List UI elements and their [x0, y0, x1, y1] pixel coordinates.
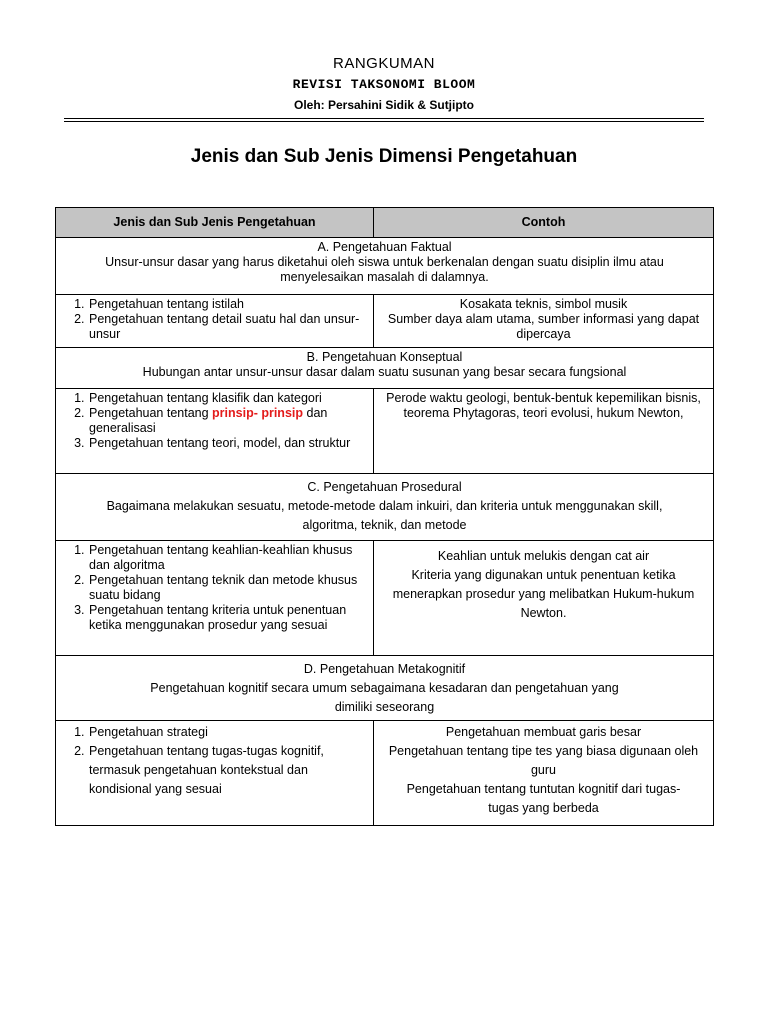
section-row-b: [56, 348, 714, 389]
example-text: Sumber daya alam utama, sumber informasi yang dapat dipercaya: [387, 312, 700, 341]
example-cell: [374, 295, 714, 348]
list-text: dan generalisasi: [89, 406, 328, 435]
doc-subtitle: REVISI TAKSONOMI BLOOM: [292, 77, 476, 92]
subtype-cell: [56, 721, 374, 826]
subtype-list: [59, 297, 370, 342]
example-text: Pengetahuan tentang tipe tes yang biasa digunaan oleh guru: [388, 744, 699, 777]
list-item: 2. Pengetahuan tentang detail suatu hal dan unsur-unsur: [88, 312, 370, 342]
list-item: [88, 406, 370, 436]
example-text: Pengetahuan membuat garis besar: [445, 725, 642, 739]
list-item: 3. Pengetahuan tentang teori, model, dan struktur: [88, 436, 370, 451]
section-cell: [56, 348, 714, 389]
column-header-example: Contoh: [374, 208, 714, 238]
table-row: [56, 541, 714, 656]
section-row-c: [56, 474, 714, 541]
highlight-text: prinsip- prinsip: [212, 406, 304, 420]
section-description: Pengetahuan kognitif secara umum sebagaimana kesadaran dan pengetahuan yang dimiliki seseorang: [150, 681, 619, 714]
subtype-cell: [56, 541, 374, 656]
divider-line: [64, 121, 704, 122]
section-row-d: [56, 656, 714, 721]
subtype-list: [59, 391, 370, 451]
section-heading: B. Pengetahuan Konseptual: [306, 350, 463, 364]
example-cell: [374, 721, 714, 826]
list-item: 1. Pengetahuan strategi: [88, 723, 353, 742]
list-item: 2. Pengetahuan tentang teknik dan metode khusus suatu bidang: [88, 573, 359, 603]
example-text: Pengetahuan tentang tuntutan kognitif dari tugas-tugas yang berbeda: [406, 782, 681, 815]
doc-author: Oleh: Persahini Sidik & Sutjipto: [293, 98, 475, 112]
subtype-list: [59, 543, 359, 633]
table-header-row: [56, 208, 714, 238]
section-heading: D. Pengetahuan Metakognitif: [303, 662, 466, 676]
list-item: 3. Pengetahuan tentang kriteria untuk penentuan ketika menggunakan prosedur yang sesuai: [88, 603, 359, 633]
divider-line: [64, 118, 704, 119]
list-text: Pengetahuan tentang: [89, 406, 213, 420]
example-text: Kriteria yang digunakan untuk penentuan ketika menerapkan prosedur yang melibatkan Hukum-hukum Newton.: [392, 568, 695, 620]
column-header-type: Jenis dan Sub Jenis Pengetahuan: [56, 208, 374, 238]
section-cell: [56, 656, 714, 721]
example-text: Perode waktu geologi, bentuk-bentuk kepemilikan bisnis, teorema Phytagoras, teori evolusi, hukum Newton,: [386, 391, 701, 420]
table-row: [56, 295, 714, 348]
section-description: Bagaimana melakukan sesuatu, metode-metode dalam inkuiri, dan kriteria untuk menggunakan skill, algoritma, teknik, dan metode: [106, 499, 663, 532]
table-row: [56, 389, 714, 474]
example-text: Keahlian untuk melukis dengan cat air: [437, 549, 650, 563]
list-item: 1. Pengetahuan tentang klasifik dan kategori: [88, 391, 370, 406]
section-heading: A. Pengetahuan Faktual: [317, 240, 452, 254]
list-item: 1. Pengetahuan tentang keahlian-keahlian khusus dan algoritma: [88, 543, 359, 573]
list-item: 2. Pengetahuan tentang tugas-tugas kognitif, termasuk pengetahuan kontekstual dan kondisional yang sesuai: [88, 742, 353, 799]
section-cell: [56, 474, 714, 541]
section-description: Unsur-unsur dasar yang harus diketahui oleh siswa untuk berkenalan dengan suatu disiplin ilmu atau menyelesaikan masalah di dalamnya.: [105, 255, 664, 284]
section-description: Hubungan antar unsur-unsur dasar dalam suatu susunan yang besar secara fungsional: [142, 365, 627, 379]
example-text: Kosakata teknis, simbol musik: [459, 297, 628, 311]
section-cell: [56, 238, 714, 295]
subtype-cell: [56, 389, 374, 474]
table-row: [56, 721, 714, 826]
page-title: Jenis dan Sub Jenis Dimensi Pengetahuan: [190, 146, 578, 167]
subtype-cell: [56, 295, 374, 348]
section-row-a: [56, 238, 714, 295]
example-cell: [374, 389, 714, 474]
section-heading: C. Pengetahuan Prosedural: [307, 480, 462, 494]
doc-heading: RANGKUMAN: [332, 55, 435, 72]
knowledge-table: [55, 207, 714, 826]
subtype-list: [59, 723, 353, 799]
list-item: 1. Pengetahuan tentang istilah: [88, 297, 370, 312]
example-cell: [374, 541, 714, 656]
